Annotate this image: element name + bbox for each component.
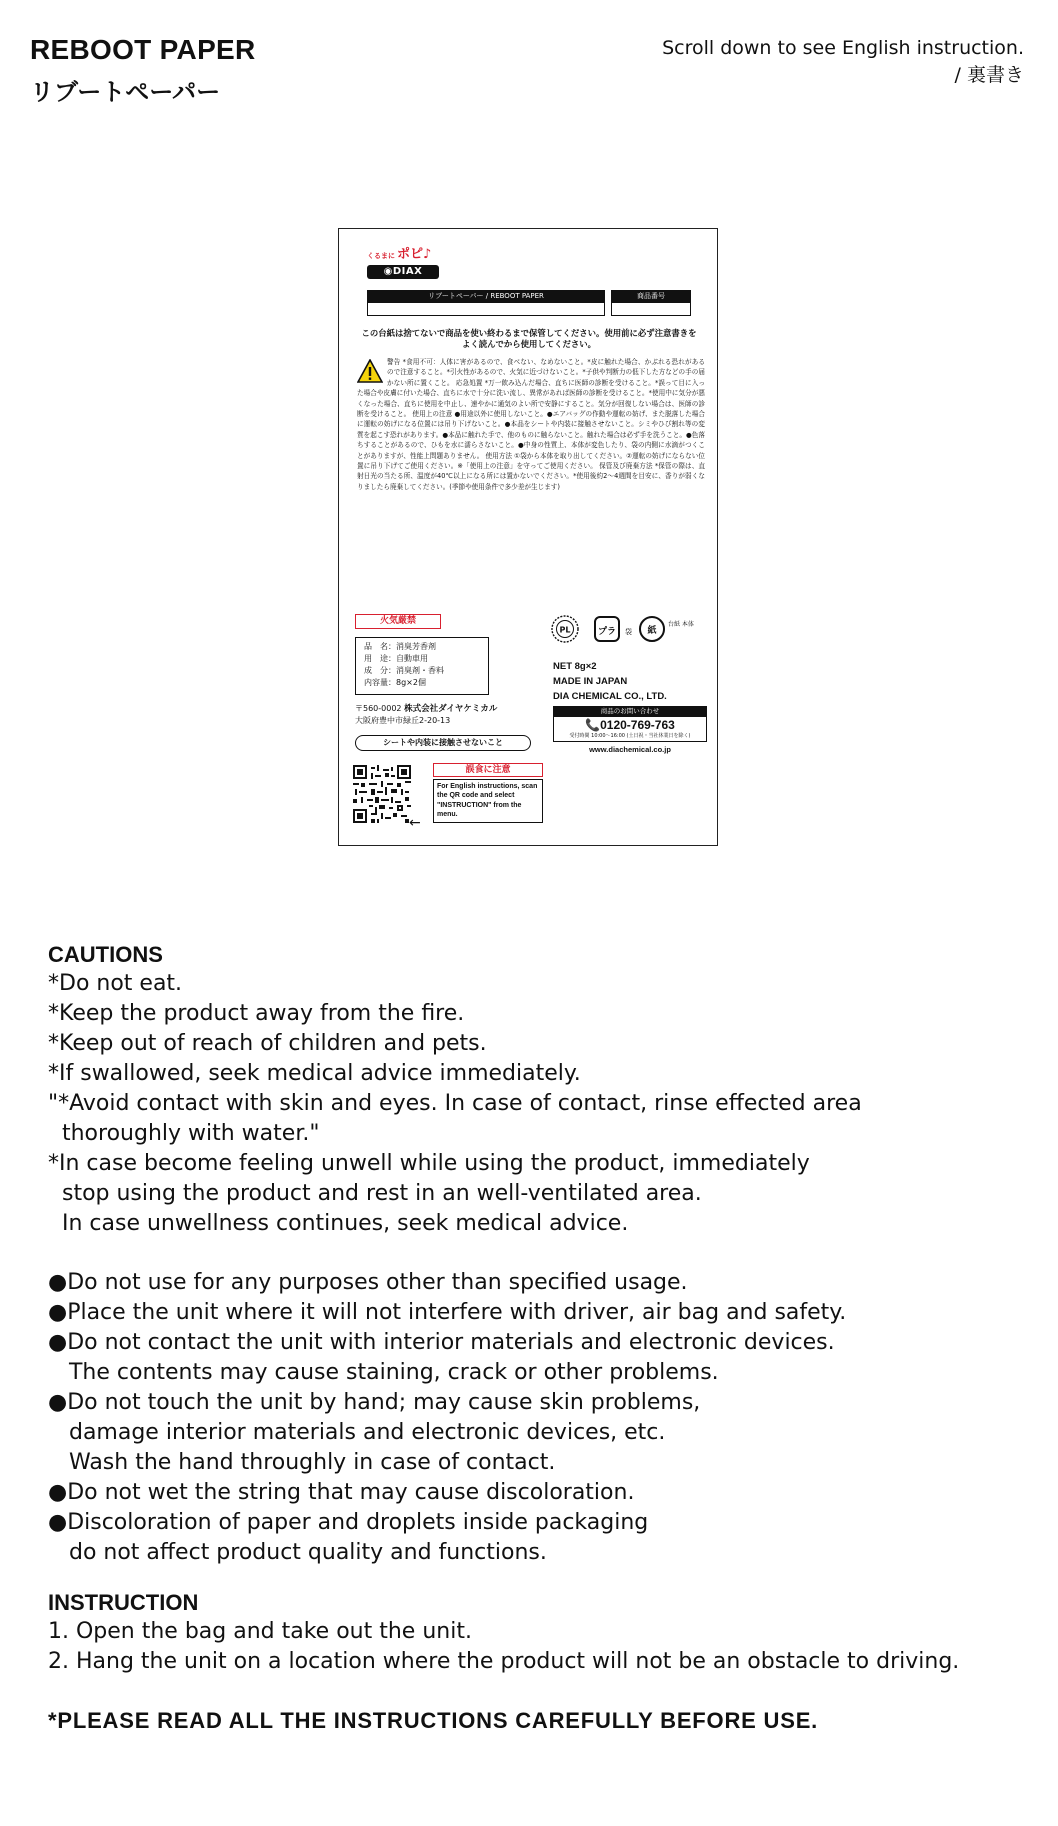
instruction-step: 2. Hang the unit on a location where the product will not be an obstacle to driving. bbox=[48, 1649, 960, 1674]
product-name-label: リブートペーパー / REBOOT PAPER bbox=[367, 290, 605, 302]
maker-name: DIA CHEMICAL CO., LTD. bbox=[553, 691, 667, 702]
rule-line: ●Discoloration of paper and droplets inside packaging bbox=[48, 1510, 649, 1535]
scroll-note: Scroll down to see English instruction. bbox=[662, 37, 1024, 59]
svg-text:プラ: プラ bbox=[597, 627, 617, 637]
warning-triangle-icon bbox=[357, 359, 383, 383]
product-title-en: REBOOT PAPER bbox=[30, 34, 256, 65]
rule-line: Wash the hand throughly in case of contact. bbox=[48, 1450, 556, 1475]
company-zip: 〒560-0002 bbox=[355, 704, 402, 713]
caution-line: stop using the product and rest in an well-ventilated area. bbox=[48, 1181, 702, 1206]
read-instructions-note: *PLEASE READ ALL THE INSTRUCTIONS CAREFULLY BEFORE USE. bbox=[48, 1708, 819, 1733]
product-title-jp: リブートペーパー bbox=[30, 78, 221, 106]
brand-logo-diax: ◉DIAX bbox=[367, 265, 439, 279]
brand-logo-pop: くるまに ポピ♪ bbox=[367, 247, 432, 262]
caution-line: *Keep out of reach of children and pets. bbox=[48, 1031, 487, 1056]
qr-code[interactable] bbox=[353, 765, 411, 823]
caution-line: "*Avoid contact with skin and eyes. In case of contact, rinse effected area bbox=[48, 1091, 862, 1116]
rule-line: ●Place the unit where it will not interfere with driver, air bag and safety. bbox=[48, 1300, 847, 1325]
caution-line: *Do not eat. bbox=[48, 971, 183, 996]
product-name-box bbox=[367, 302, 605, 316]
rule-line: ●Do not contact the unit with interior materials and electronic devices. bbox=[48, 1330, 835, 1355]
caution-line: *If swallowed, seek medical advice immediately. bbox=[48, 1061, 581, 1086]
caution-line: *Keep the product away from the fire. bbox=[48, 1001, 465, 1026]
net-info bbox=[553, 659, 713, 704]
cautions-section bbox=[48, 940, 862, 1239]
paper-recycle-mark-icon bbox=[640, 617, 694, 641]
spec-line: 品 名：消臭芳香剤 bbox=[364, 642, 436, 651]
contact-box bbox=[553, 716, 707, 742]
caution-line: thoroughly with water." bbox=[48, 1121, 320, 1146]
company-url[interactable]: www.diachemical.co.jp bbox=[589, 745, 671, 754]
instruction-step: 1. Open the bag and take out the unit. bbox=[48, 1619, 472, 1644]
rule-line: ●Do not wet the string that may cause discoloration. bbox=[48, 1480, 635, 1505]
product-code-box bbox=[611, 302, 691, 316]
rule-line: damage interior materials and electronic devices, etc. bbox=[48, 1420, 666, 1445]
product-code-label: 商品番号 bbox=[611, 290, 691, 302]
rule-line: The contents may cause staining, crack or other problems. bbox=[48, 1360, 719, 1385]
caution-line: *In case become feeling unwell while using the product, immediately bbox=[48, 1151, 810, 1176]
company-name: 株式会社ダイヤケミカル bbox=[404, 704, 498, 714]
plastic-recycle-mark-icon bbox=[595, 617, 632, 641]
spec-line: 内容量：8g×2個 bbox=[364, 678, 426, 687]
instruction-section bbox=[48, 1588, 959, 1677]
svg-text:PL: PL bbox=[559, 625, 571, 635]
spec-line: 成 分：消臭剤・香料 bbox=[364, 666, 444, 675]
company-info bbox=[355, 703, 545, 726]
keep-card-note: この台紙は捨てないで商品を使い終わるまで保管してください。使用前に必ず注意書きをよく読んでから使用してください。 bbox=[361, 328, 697, 349]
package-back-card bbox=[338, 228, 718, 846]
seat-contact-note: シートや内装に接触させないこと bbox=[355, 735, 531, 751]
rule-line: ●Do not touch the unit by hand; may cause skin problems, bbox=[48, 1390, 701, 1415]
cautions-heading: CAUTIONS bbox=[48, 942, 163, 967]
arrow-left-icon: ← bbox=[409, 815, 421, 831]
svg-text:袋: 袋 bbox=[625, 628, 632, 636]
no-fire-tag: 火気厳禁 bbox=[355, 614, 441, 629]
caution-line: In case unwellness continues, seek medical advice. bbox=[48, 1211, 629, 1236]
back-label-note: / 裏書き bbox=[954, 64, 1024, 86]
usage-rules-section bbox=[48, 1268, 846, 1568]
contact-hours: 受付時間 10:00〜16:00 (土日祝・当社休業日を除く) bbox=[569, 733, 691, 739]
svg-text:紙: 紙 bbox=[647, 626, 657, 636]
pl-insurance-seal-icon bbox=[552, 616, 578, 642]
contact-label: 商品のお問い合わせ bbox=[553, 706, 707, 716]
svg-text:台紙 本体: 台紙 本体 bbox=[668, 621, 694, 628]
swallow-caution-tag: 誤食に注意 bbox=[433, 763, 543, 777]
instruction-heading: INSTRUCTION bbox=[48, 1590, 199, 1615]
qr-instruction-note: For English instructions, scan the QR code and select "INSTRUCTION" from the menu. bbox=[433, 779, 543, 823]
company-address: 大阪府豊中市緑丘2-20-13 bbox=[355, 716, 451, 725]
product-spec-box bbox=[355, 637, 489, 695]
spec-line: 用 途：自動車用 bbox=[364, 654, 428, 663]
certification-marks bbox=[551, 612, 711, 646]
rule-line: do not affect product quality and functions. bbox=[48, 1540, 547, 1565]
jp-warning-text: 警告 *食用不可：人体に害があるので、食べない、なめないこと。*皮に触れた場合、かぶれる恐れがあるので注意すること。*引火性があるので、火気に近づけないこと。*子供や判断力の低下した方などの手の届かない所に置くこと。 応急処置 *万一飲み込んだ場合、直ちに医師の診断を受けること。*誤って目に入った場合や皮膚に付いた場合、直ちに水で十分に洗い流し、異常があれば医師の診断を受けること。*使用中に気分が悪くなった場合、直ちに使用を中止し、速やかに通気のよい所で安静にすること。気分が回復しない場合は、医師の診断を受けること。 使用上の注意 ●用途以外に使用しないこと。●エアバッグの作動や運転の妨げ、また脱落した場合に運転の妨げになる位置には吊り下げないこと。●本品をシートや内装に接触させないこと。シミやひび割れ等の変質を起こす恐れがあります。●本品に触れた手で、他のものに触らないこと。触れた場合は必ず手を洗うこと。●色落ちすることがあるので、ひもを水に濡らさないこと。●中身の性質上、本体が変色したり、袋の内側に水滴がつくことがありますが、性能上問題ありません。 使用方法 ①袋から本体を取り出してください。②運転の妨げにならない位置に吊り下げてご使用ください。※「使用上の注意」を守ってご使用ください。 保管及び廃棄方法 *保管の際は、直射日光の当たる所、温度が40℃以上になる所には置かないでください。*使用後約2〜4週間を目安に、香りが弱くなりましたら廃棄してください。(季節や使用条件で多少差が生じます) bbox=[357, 358, 705, 491]
rule-line: ●Do not use for any purposes other than specified usage. bbox=[48, 1270, 688, 1295]
made-in: MADE IN JAPAN bbox=[553, 676, 628, 687]
phone-number: 📞0120-769-763 bbox=[585, 718, 675, 732]
net-weight: NET 8g×2 bbox=[553, 661, 597, 672]
